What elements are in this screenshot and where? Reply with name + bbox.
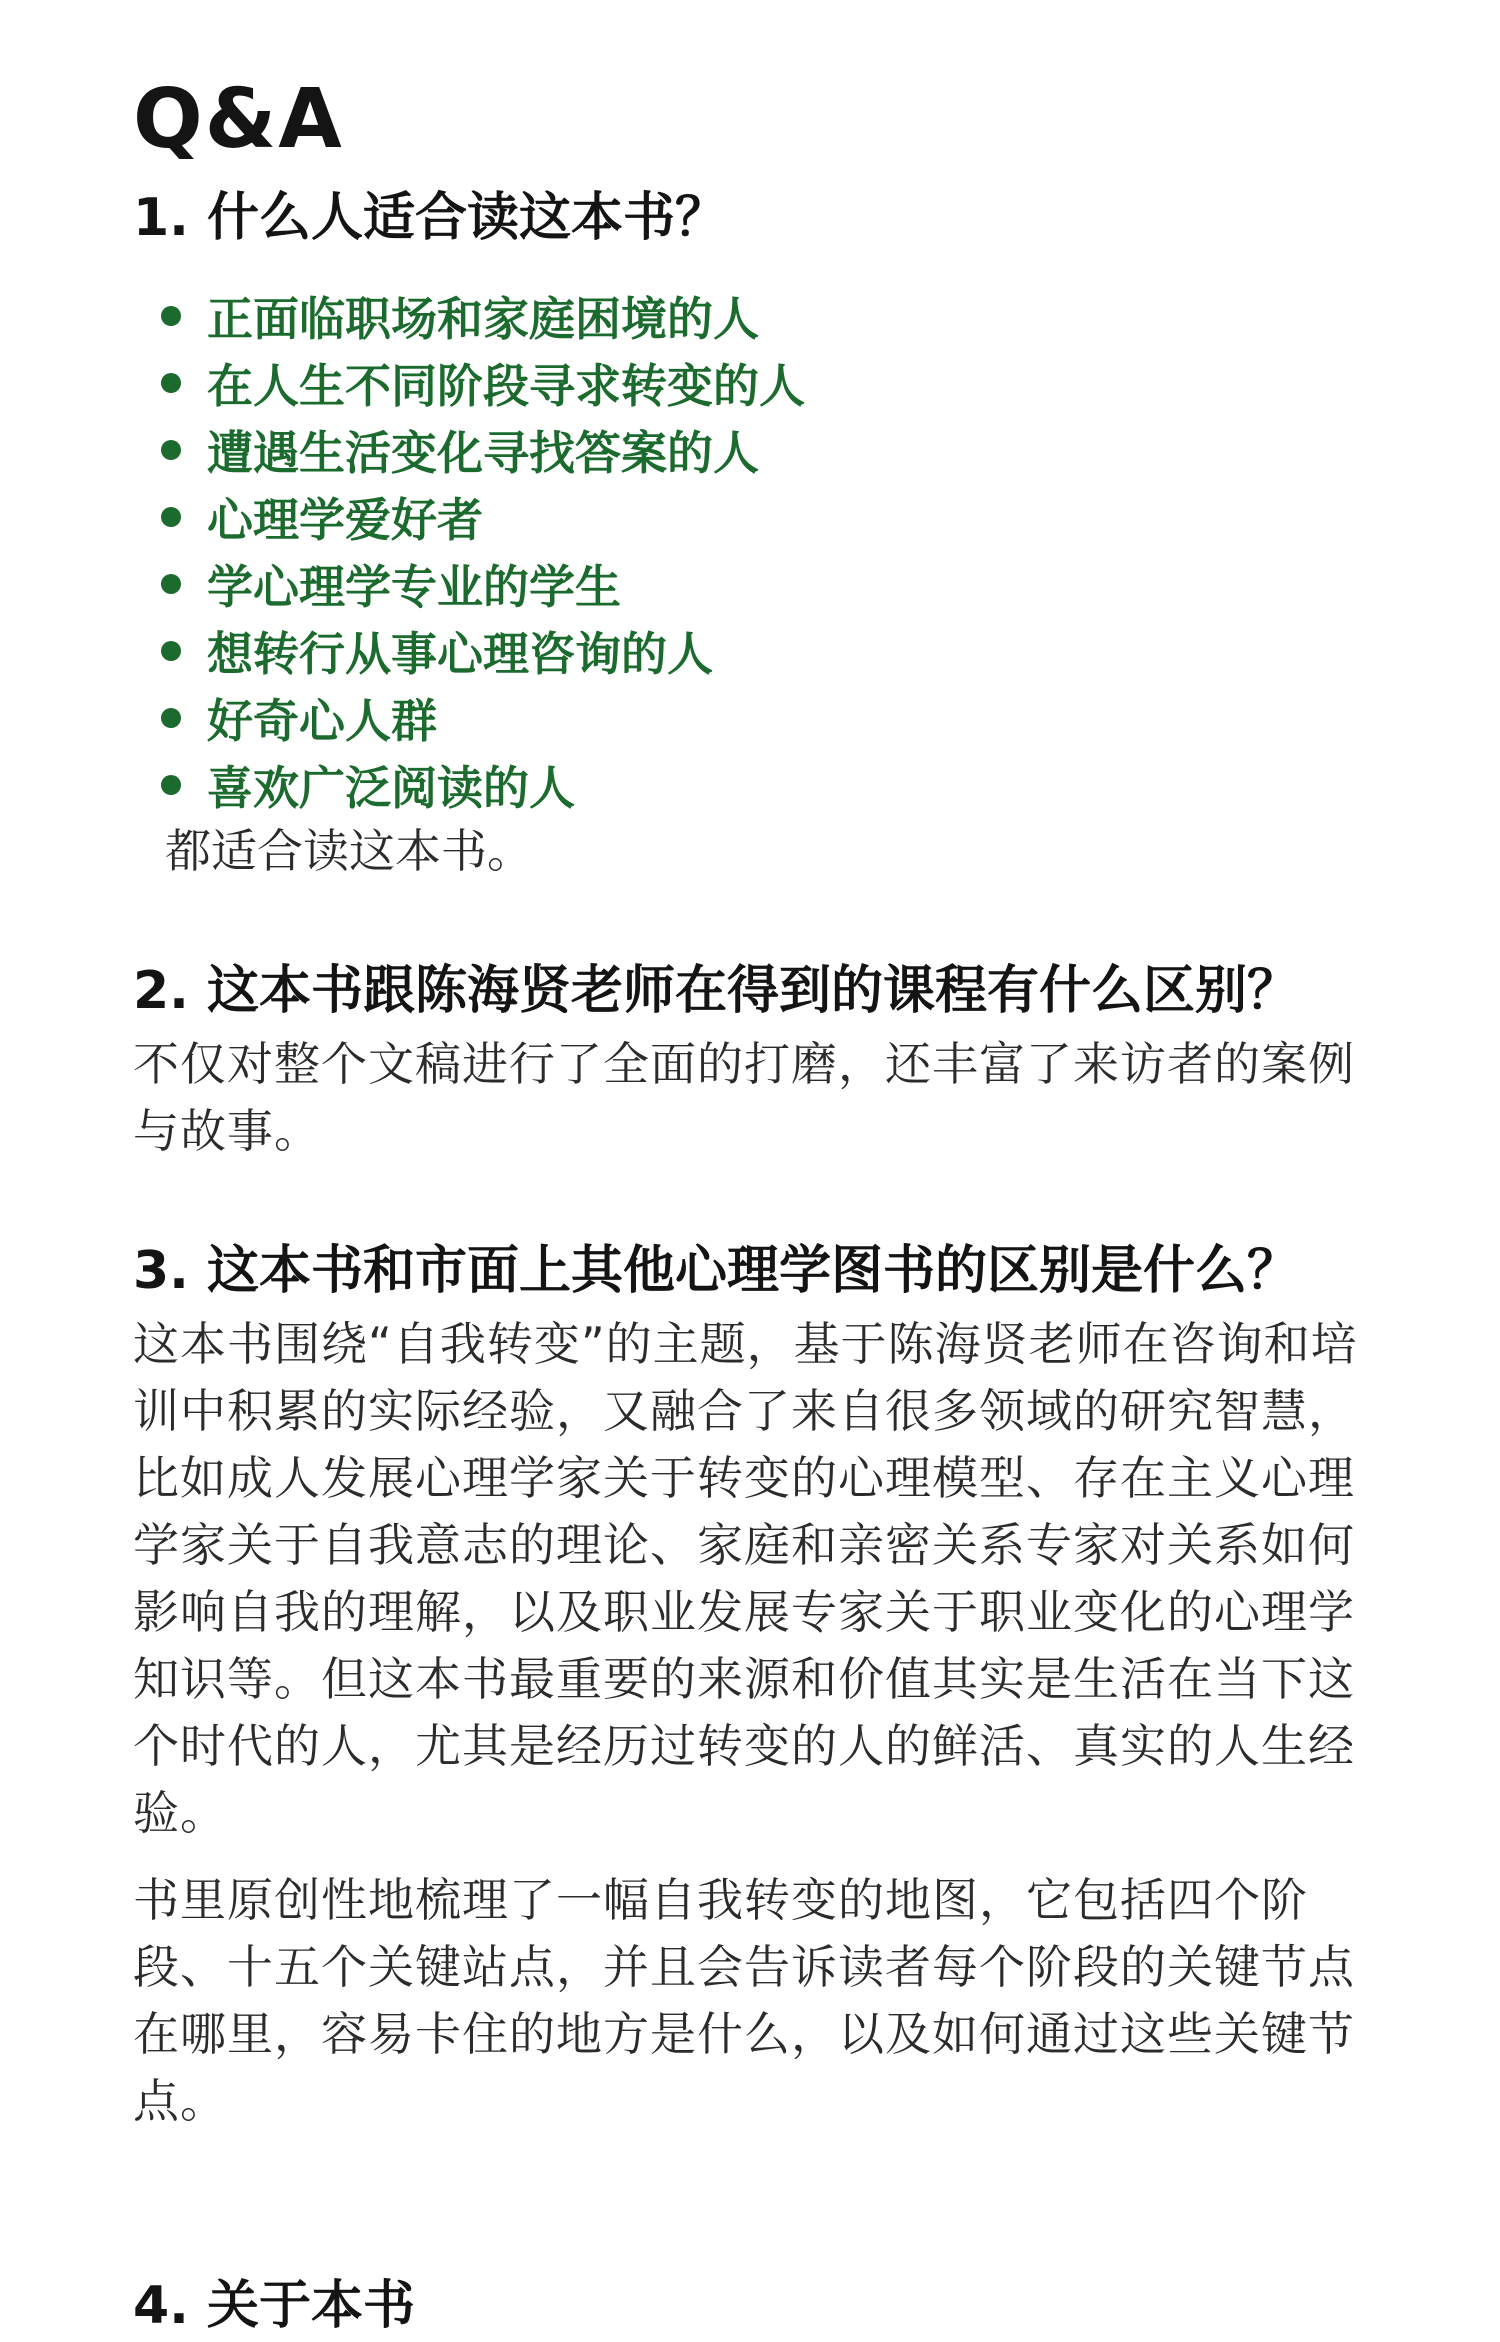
question-4-section (133, 2270, 415, 2342)
audience-summary: 都适合读这本书。 (165, 824, 533, 878)
question-2-section (133, 955, 1380, 1165)
list-item-label: 喜欢广泛阅读的人 (207, 760, 575, 815)
bullet-icon (161, 641, 181, 661)
list-item-label: 想转行从事心理咨询的人 (207, 626, 713, 681)
bullet-icon (161, 775, 181, 795)
list-item (161, 550, 1380, 617)
list-item-label: 在人生不同阶段寻求转变的人 (207, 358, 805, 413)
question-4-heading: 4. 关于本书 (133, 2276, 416, 2336)
question-3-answer-paragraph: 书里原创性地梳理了一幅自我转变的地图，它包括四个阶段、十五个关键站点，并且会告诉读者每个阶段的关键节点在哪里，容易卡住的地方是什么，以及如何通过这些关键节点。 (133, 1873, 1355, 2128)
question-1-heading: 1. 什么人适合读这本书？ (133, 188, 728, 248)
page-title: Q&A (133, 72, 344, 167)
question-2-heading: 2. 这本书跟陈海贤老师在得到的课程有什么区别？ (133, 961, 1300, 1021)
bullet-icon (161, 306, 181, 326)
question-3-heading: 3. 这本书和市面上其他心理学图书的区别是什么？ (133, 1241, 1300, 1301)
list-item (161, 684, 1380, 751)
bullet-icon (161, 373, 181, 393)
list-item-label: 学心理学专业的学生 (207, 559, 621, 614)
question-2-answer: 不仅对整个文稿进行了全面的打磨，还丰富了来访者的案例与故事。 (133, 1037, 1355, 1158)
list-item (161, 617, 1380, 684)
list-item (161, 483, 1380, 550)
list-item (161, 349, 1380, 416)
list-item-label: 正面临职场和家庭困境的人 (207, 291, 759, 346)
audience-list (133, 282, 1380, 818)
list-item-label: 遭遇生活变化寻找答案的人 (207, 425, 759, 480)
question-1-section (133, 182, 1380, 885)
bullet-icon (161, 440, 181, 460)
list-item-label: 心理学爱好者 (207, 492, 483, 547)
bullet-icon (161, 507, 181, 527)
question-3-answer-paragraph: 这本书围绕“自我转变”的主题，基于陈海贤老师在咨询和培训中积累的实际经验，又融合了来自很多领域的研究智慧，比如成人发展心理学家关于转变的心理模型、存在主义心理学家关于自我意志的理论、家庭和亲密关系专家对关系如何影响自我的理解，以及职业发展专家关于职业变化的心理学知识等。但这本书最重要的来源和价值其实是生活在当下这个时代的人，尤其是经历过转变的人的鲜活、真实的人生经验。 (133, 1317, 1358, 1840)
list-item (161, 751, 1380, 818)
bullet-icon (161, 708, 181, 728)
list-item (161, 282, 1380, 349)
question-3-section (133, 1235, 1380, 2135)
list-item (161, 416, 1380, 483)
list-item-label: 好奇心人群 (207, 693, 437, 748)
bullet-icon (161, 574, 181, 594)
